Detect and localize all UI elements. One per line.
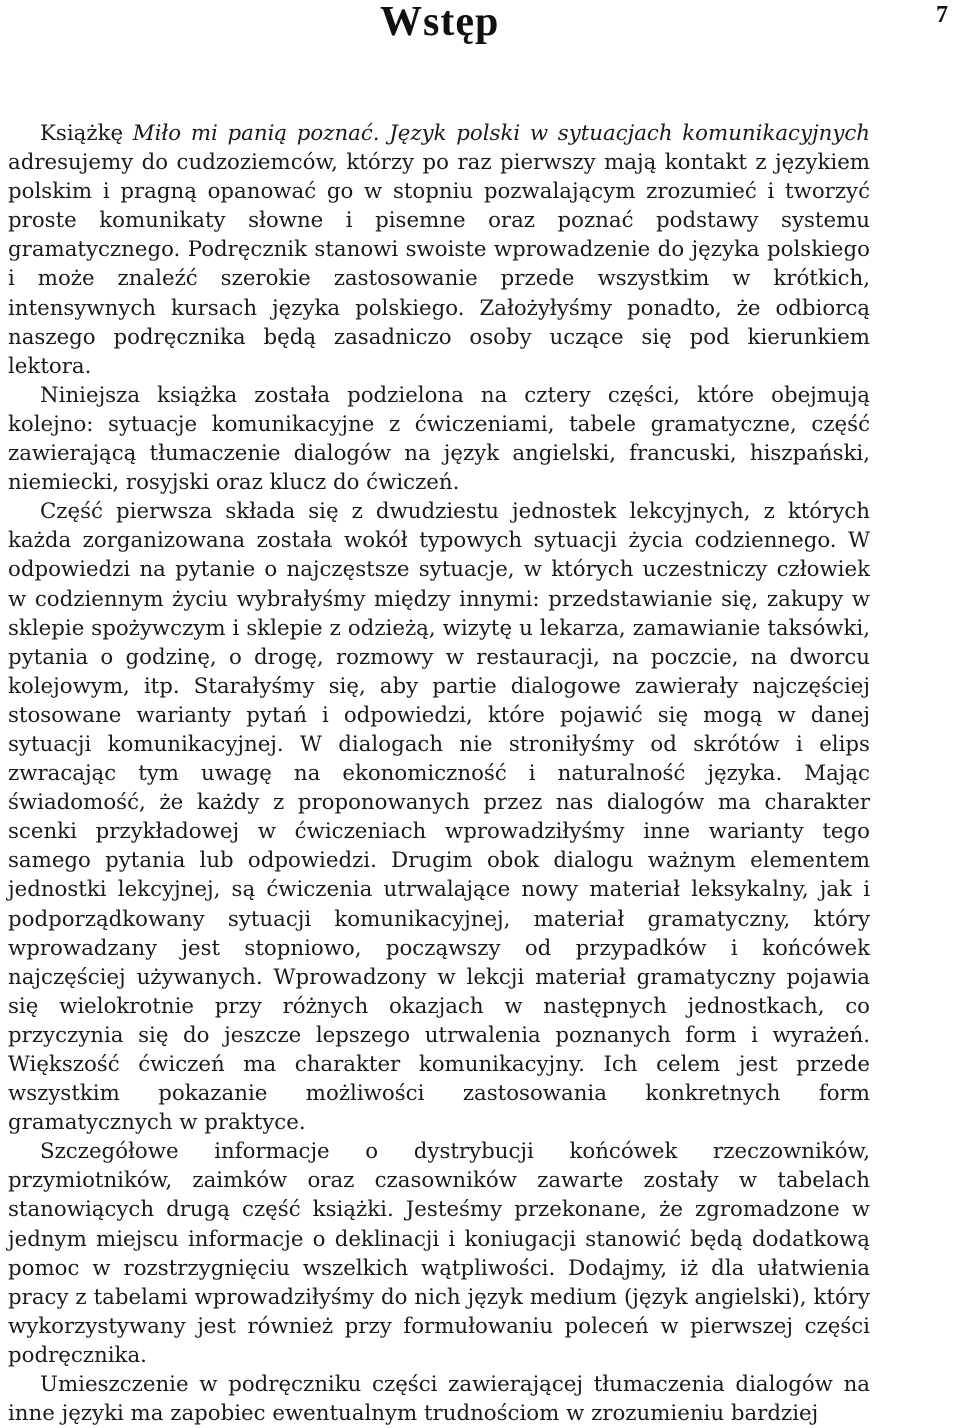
paragraph-1-rest: adresujemy do cudzoziemców, którzy po raz pierwszy mają kontakt z językiem polskim i pragną opanować go w stopniu pozwalającym zrozumieć i tworzyć proste komunikaty słowne i pisemne oraz poznać podstawy systemu gramatycznego. Podręcznik stanowi swoiste wprowadzenie do języka polskiego i może znaleźć szerokie zastosowanie przede wszystkim w krótkich, intensywnych kursach języka polskiego. Założyłyśmy ponadto, że odbiorcą naszego podręcznika będą zasadniczo osoby uczące się pod kierunkiem lektora. — [8, 150, 870, 379]
paragraph-4: Szczegółowe informacje o dystrybucji końcówek rzeczowników, przymiotników, zaimków oraz czasowników zawarte zostały w tabelach stanowiących drugą część książki. Jesteśmy przekonane, że zgromadzone w jednym miejscu informacje o deklinacji i koniugacji stanowić będą dodatkową pomoc w rozstrzygnięciu wszelkich wątpliwości. Dodajmy, iż dla ułatwienia pracy z tabelami wprowadziłyśmy do nich język medium (język angielski), który wykorzystywany jest również przy formułowaniu poleceń w pierwszej części podręcznika. — [8, 1139, 870, 1368]
page-title: Wstęp — [380, 0, 500, 45]
paragraph-3: Część pierwsza składa się z dwudziestu jednostek lekcyjnych, z których każda zorganizowana została wokół typowych sytuacji życia codziennego. W odpowiedzi na pytanie o najczęstsze sytuacje, w których uczestniczy człowiek w codziennym życiu wybrałyśmy między innymi: przedstawianie się, zakupy w sklepie spożywczym i sklepie z odzieżą, wizytę u lekarza, zamawianie taksówki, pytania o godzinę, o drogę, rozmowy w restauracji, na poczcie, na dworcu kolejowym, itp. Starałyśmy się, aby partie dialogowe zawierały najczęściej stosowane warianty pytań i odpowiedzi, które pojawić się mogą w danej sytuacji komunikacyjnej. W dialogach nie stroniłyśmy od skrótów i elips zwracając tym uwagę na ekonomiczność i naturalność języka. Mając świadomość, że każdy z proponowanych przez nas dialogów ma charakter scenki przykładowej w ćwiczeniach wprowadziłyśmy inne warianty tego samego pytania lub odpowiedzi. Drugim obok dialogu ważnym elementem jednostki lekcyjnej, są ćwiczenia utrwalające nowy materiał leksykalny, jak i podporządkowany sytuacji komunikacyjnej, materiał gramatyczny, który wprowadzany jest stopniowo, począwszy od przypadków i końcówek najczęściej używanych. Wprowadzony w lekcji materiał gramatyczny pojawia się wielokrotnie przy różnych okazjach w następnych jednostkach, co przyczynia się do jeszcze lepszego utrwalenia poznanych form i wyrażeń. Większość ćwiczeń ma charakter komunikacyjny. Ich celem jest przede wszystkim pokazanie możliwości zastosowania konkretnych form gramatycznych w praktyce. — [8, 499, 870, 1136]
book-title-italic: Miło mi panią poznać. Język polski w sytuacjach komunikacyjnych — [132, 121, 870, 146]
paragraph-1-prefix: Książkę — [40, 121, 133, 146]
paragraph-1 — [8, 119, 870, 381]
paragraph-2: Niniejsza książka została podzielona na cztery części, które obejmują kolejno: sytuacje komunikacyjne z ćwiczeniami, tabele gramatyczne, część zawierającą tłumaczenie dialogów na język angielski, francuski, hiszpański, niemiecki, rosyjski oraz klucz do ćwiczeń. — [8, 382, 870, 496]
page-number: 7 — [936, 2, 948, 28]
body-text — [8, 119, 870, 1428]
paragraph-5: Umieszczenie w podręczniku części zawierającej tłumaczenia dialogów na inne języki ma zapobiec ewentualnym trudnościom w zrozumieniu bardziej — [8, 1372, 870, 1427]
